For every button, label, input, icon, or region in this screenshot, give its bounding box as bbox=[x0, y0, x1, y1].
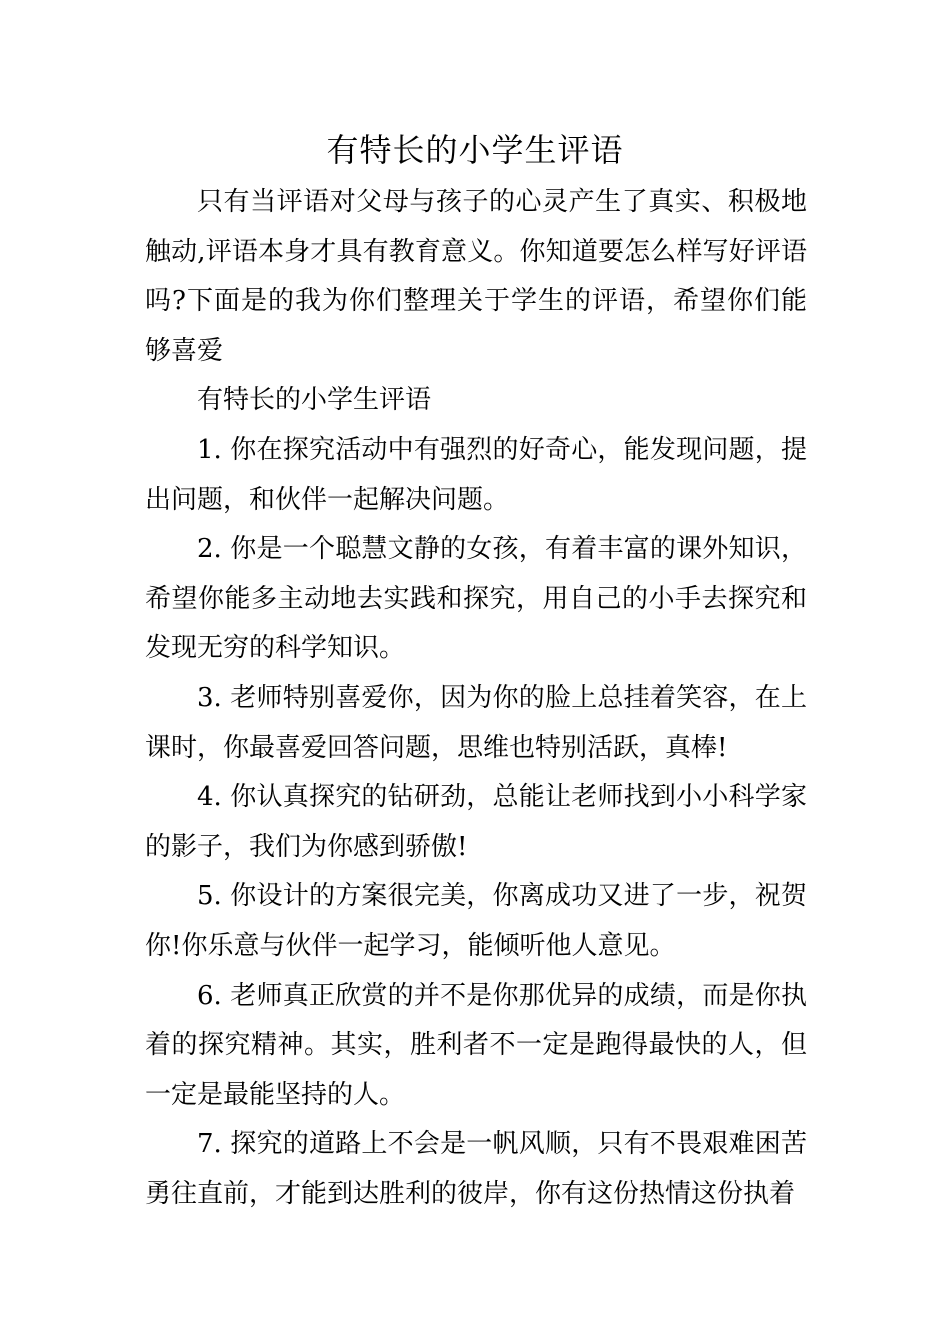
intro-paragraph: 只有当评语对父母与孩子的心灵产生了真实、积极地触动,评语本身才具有教育意义。你知道要怎么样写好评语吗?下面是的我为你们整理关于学生的评语，希望你们能够喜爱 bbox=[145, 187, 807, 366]
list-item: 7. 探究的道路上不会是一帆风顺，只有不畏艰难困苦勇往直前，才能到达胜利的彼岸，你有这份热情这份执着 bbox=[145, 1129, 807, 1209]
list-item: 6. 老师真正欣赏的并不是你那优异的成绩，而是你执着的探究精神。其实，胜利者不一定是跑得最快的人，但一定是最能坚持的人。 bbox=[145, 980, 807, 1110]
list-item: 1. 你在探究活动中有强烈的好奇心，能发现问题，提出问题，和伙伴一起解决问题。 bbox=[145, 434, 807, 515]
document-title: 有特长的小学生评语 bbox=[326, 131, 624, 169]
list-item: 2. 你是一个聪慧文静的女孩，有着丰富的课外知识，希望你能多主动地去实践和探究，用自己的小手去探究和发现无穷的科学知识。 bbox=[145, 534, 807, 664]
list-item: 4. 你认真探究的钻研劲，总能让老师找到小小科学家的影子，我们为你感到骄傲! bbox=[145, 782, 807, 862]
document-body bbox=[145, 178, 807, 1219]
list-item: 5. 你设计的方案很完美，你离成功又进了一步，祝贺你!你乐意与伙伴一起学习，能倾听他人意见。 bbox=[145, 881, 807, 961]
list-item: 3. 老师特别喜爱你，因为你的脸上总挂着笑容，在上课时，你最喜爱回答问题，思维也特别活跃，真棒! bbox=[145, 682, 807, 763]
section-heading: 有特长的小学生评语 bbox=[197, 385, 432, 416]
